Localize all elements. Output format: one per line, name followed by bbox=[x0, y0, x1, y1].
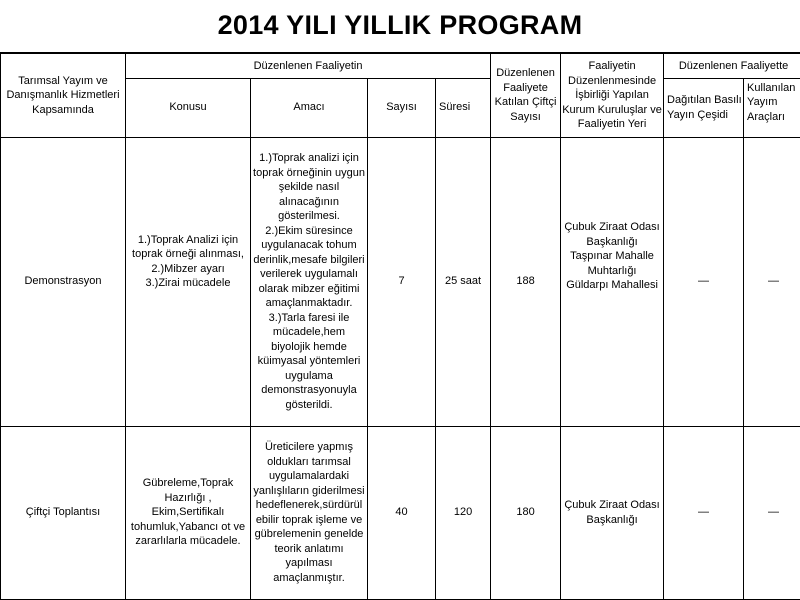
header-purpose: Amacı bbox=[251, 78, 368, 137]
activity-publications: — bbox=[664, 137, 744, 426]
activity-participants: 180 bbox=[491, 426, 561, 599]
activity-partners: Çubuk Ziraat Odası Başkanlığı Taşpınar Mahalle Muhtarlığı Güldarpı Mahallesi bbox=[561, 137, 664, 426]
table-row bbox=[1, 137, 800, 426]
header-scope: Tarımsal Yayım ve Danışmanlık Hizmetleri Kapsamında bbox=[1, 53, 126, 137]
activity-publications: — bbox=[664, 426, 744, 599]
header-participants: Düzenlenen Faaliyete Katılan Çiftçi Sayısı bbox=[491, 53, 561, 137]
program-table bbox=[0, 52, 800, 600]
activity-type: Demonstrasyon bbox=[1, 137, 126, 426]
header-group-activity: Düzenlenen Faaliyetin bbox=[126, 53, 491, 78]
activity-topic: Gübreleme,Toprak Hazırlığı , Ekim,Sertifikalı tohumluk,Yabancı ot ve zararlılarla mücadele. bbox=[126, 426, 251, 599]
activity-type: Çiftçi Toplantısı bbox=[1, 426, 126, 599]
header-publications: Dağıtılan Basılı Yayın Çeşidi bbox=[664, 78, 744, 137]
activity-purpose: Üreticilere yapmış oldukları tarımsal uygulamalardaki yanlışlıların giderilmesi hedeflenerek,sürdürül ebilir toprak işleme ve gübrelemenin genelde teorik anlatımı yapılması amaçlanmıştır. bbox=[251, 426, 368, 599]
header-topic: Konusu bbox=[126, 78, 251, 137]
page-title: 2014 YILI YILLIK PROGRAM bbox=[0, 0, 800, 52]
header-tools: Kullanılan Yayım Araçları bbox=[744, 78, 800, 137]
activity-topic: 1.)Toprak Analizi için toprak örneği alınması, 2.)Mibzer ayarı 3.)Zirai mücadele bbox=[126, 137, 251, 426]
header-count: Sayısı bbox=[368, 78, 436, 137]
activity-partners: Çubuk Ziraat Odası Başkanlığı bbox=[561, 426, 664, 599]
header-duration: Süresi bbox=[436, 78, 491, 137]
activity-tools: — bbox=[744, 137, 800, 426]
activity-duration: 25 saat bbox=[436, 137, 491, 426]
activity-purpose: 1.)Toprak analizi için toprak örneğinin uygun şekilde nasıl alınacağının gösterilmesi. 2.)Ekim süresince uygulanacak tohum derinlik,mesafe bilgileri verilerek uygulamalı olarak mibzer eğitimi amaçlanmaktadır. 3.)Tarla faresi ile mücadele,hem biyolojik hemde küimyasal yöntemleri uygulama demonstrasyonuyla gösterildi. bbox=[251, 137, 368, 426]
activity-tools: — bbox=[744, 426, 800, 599]
activity-participants: 188 bbox=[491, 137, 561, 426]
header-partners: Faaliyetin Düzenlenmesinde İşbirliği Yapılan Kurum Kuruluşlar ve Faaliyetin Yeri bbox=[561, 53, 664, 137]
activity-count: 40 bbox=[368, 426, 436, 599]
header-group-materials: Düzenlenen Faaliyette bbox=[664, 53, 800, 78]
header-row-1 bbox=[1, 53, 800, 78]
activity-count: 7 bbox=[368, 137, 436, 426]
activity-duration: 120 bbox=[436, 426, 491, 599]
table-row bbox=[1, 426, 800, 599]
